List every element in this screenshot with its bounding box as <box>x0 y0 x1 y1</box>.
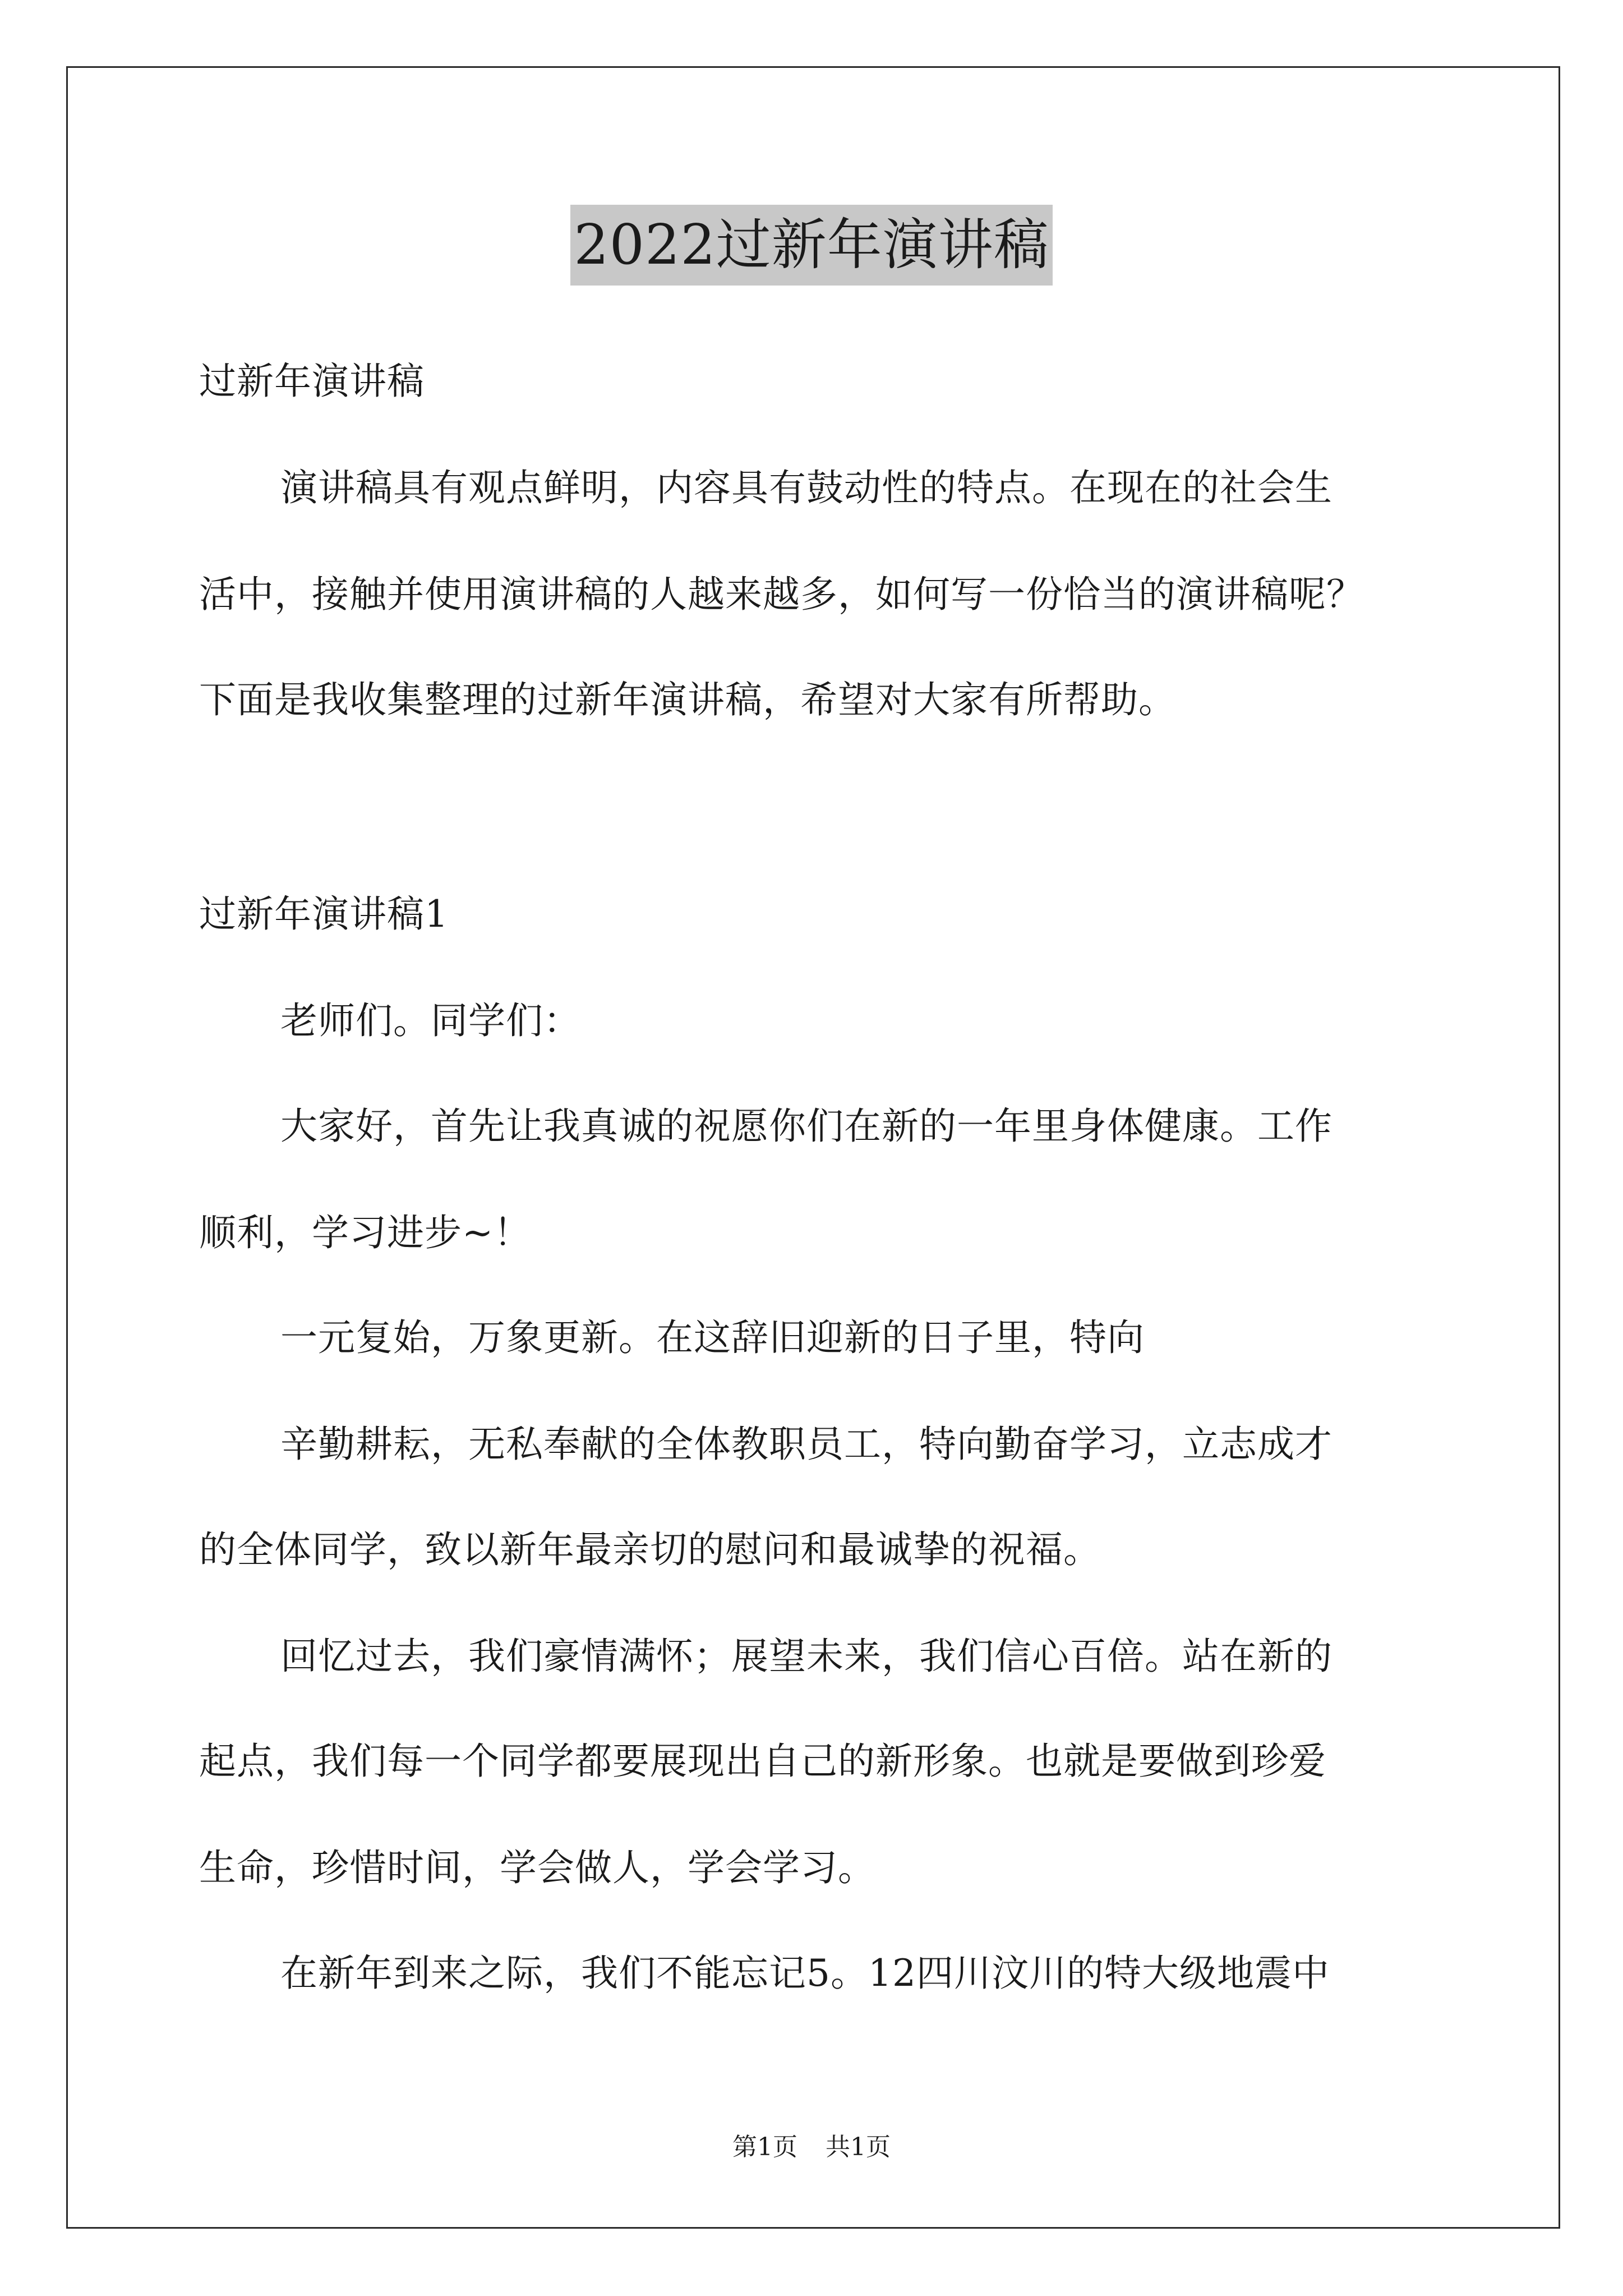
paragraph-line: 活中，接触并使用演讲稿的人越来越多，如何写一份恰当的演讲稿呢？ <box>199 573 1364 616</box>
paragraph-line: 演讲稿具有观点鲜明，内容具有鼓动性的特点。在现在的社会生 <box>280 466 1332 509</box>
page-number: 第1页 <box>732 2133 797 2161</box>
paragraph-line: 顺利，学习进步~！ <box>199 1211 532 1254</box>
paragraph-line: 大家好，首先让我真诚的祝愿你们在新的一年里身体健康。工作 <box>280 1105 1332 1148</box>
page-footer <box>0 2132 1623 2163</box>
document-title: 2022过新年演讲稿 <box>570 205 1052 286</box>
paragraph-line: 回忆过去，我们豪情满怀；展望未来，我们信心百倍。站在新的 <box>280 1635 1332 1678</box>
paragraph-line: 生命，珍惜时间，学会做人，学会学习。 <box>199 1846 875 1889</box>
paragraph-line: 一元复始，万象更新。在这辞旧迎新的日子里，特向 <box>280 1316 1145 1359</box>
paragraph-line: 老师们。同学们： <box>280 999 581 1042</box>
paragraph-line: 下面是我收集整理的过新年演讲稿，希望对大家有所帮助。 <box>199 678 1176 721</box>
paragraph-line: 的全体同学，致以新年最亲切的慰问和最诚挚的祝福。 <box>199 1528 1101 1571</box>
section-heading: 过新年演讲稿 <box>199 360 425 403</box>
paragraph-line: 辛勤耕耘，无私奉献的全体教职员工，特向勤奋学习，立志成才 <box>280 1423 1332 1466</box>
page-total: 共1页 <box>826 2133 891 2161</box>
paragraph-line: 起点，我们每一个同学都要展现出自己的新形象。也就是要做到珍爱 <box>199 1740 1326 1783</box>
title-container <box>0 205 1623 286</box>
section-heading: 过新年演讲稿1 <box>199 892 449 936</box>
paragraph-line: 在新年到来之际，我们不能忘记5。12四川汶川的特大级地震中 <box>280 1952 1330 1995</box>
